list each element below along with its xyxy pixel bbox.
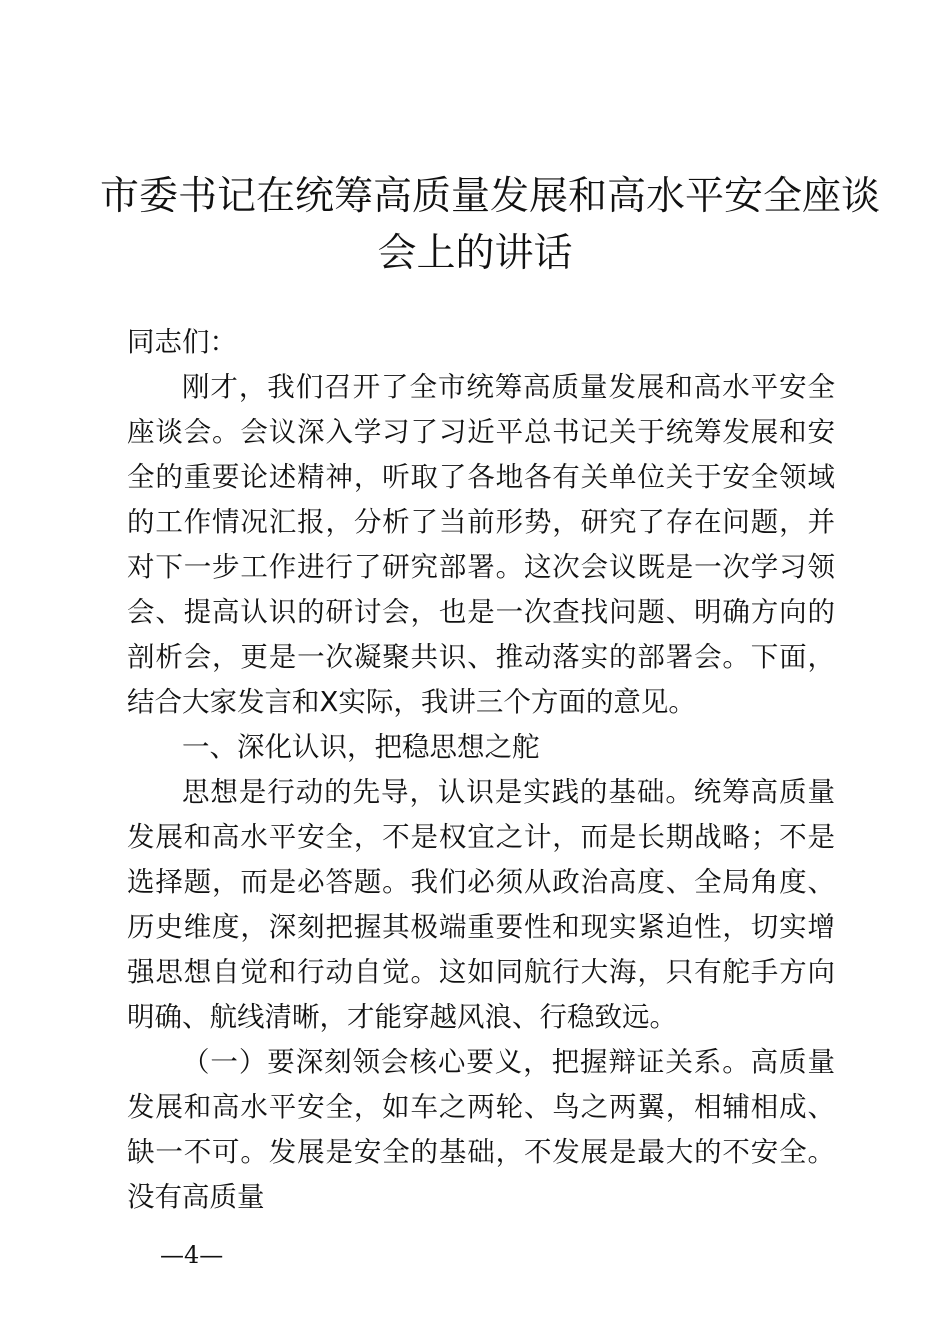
salutation: 同志们：: [127, 326, 237, 358]
paragraph-intro: 刚才，我们召开了全市统筹高质量发展和高水平安全座谈会。会议深入学习了习近平总书记关于统筹发展和安全的重要论述精神，听取了各地各有关单位关于安全领域的工作情况汇报，分析了当前形势，研究了存在问题，并对下一步工作进行了研究部署。这次会议既是一次学习领会、提高认识的研讨会，也是一次查找问题、明确方向的剖析会，更是一次凝聚共识、推动落实的部署会。下面，结合大家发言和X实际，我讲三个方面的意见。: [127, 371, 835, 718]
document-body: [127, 318, 835, 1220]
paragraph-subsection-1: （一）要深刻领会核心要义，把握辩证关系。高质量发展和高水平安全，如车之两轮、鸟之两翼，相辅相成、缺一不可。发展是安全的基础，不发展是最大的不安全。没有高质量: [127, 1046, 835, 1213]
title-line-2: 会上的讲话: [377, 231, 573, 276]
title-line-1: 市委书记在统筹高质量发展和高水平安全座谈: [100, 174, 881, 219]
page-title: [100, 168, 881, 282]
page-number: —4—: [160, 1241, 224, 1269]
section-heading-1: 一、深化认识，把稳思想之舵: [182, 731, 540, 763]
paragraph-section-1: 思想是行动的先导，认识是实践的基础。统筹高质量发展和高水平安全，不是权宜之计，而是长期战略；不是选择题，而是必答题。我们必须从政治高度、全局角度、历史维度，深刻把握其极端重要性和现实紧迫性，切实增强思想自觉和行动自觉。这如同航行大海，只有舵手方向明确、航线清晰，才能穿越风浪、行稳致远。: [127, 776, 835, 1033]
